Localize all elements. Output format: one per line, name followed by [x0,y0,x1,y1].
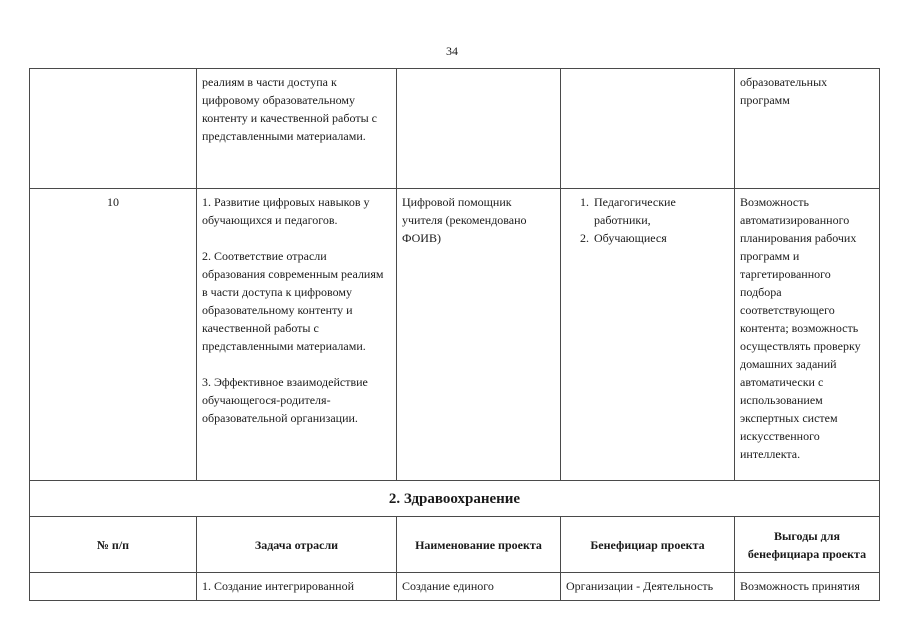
page-number: 34 [446,44,458,58]
cell-benefits: Возможность автоматизированного планирования рабочих программ и таргетированного подбора соответствующего контента; возможность осуществлять проверку домашних заданий автоматически с использованием экспертных систем искусственного интеллекта. [735,189,880,481]
table-row-next [30,573,880,601]
header-benefits: Выгоды для бенефициара проекта [735,517,880,573]
cell-num [30,573,197,601]
header-project: Наименование проекта [397,517,561,573]
table-row-continued [30,69,880,189]
table-row-10 [30,189,880,481]
list-item: 1. Педагогические работники, [592,193,729,229]
task-item-2: 2. Соответствие отрасли образования современным реалиям в части доступа к цифровому образовательному контенту и качественной работы с представленными материалами. [202,249,384,353]
cell-num [30,69,197,189]
cell-beneficiary: Организации - Деятельность [561,573,735,601]
task-item-3: 3. Эффективное взаимодействие обучающегося-родителя-образовательной организации. [202,375,368,425]
section-title: 2. Здравоохранение [30,481,880,517]
cell-beneficiary [561,69,735,189]
cell-task [197,189,397,481]
projects-table [29,68,880,601]
cell-project: Цифровой помощник учителя (рекомендовано ФОИВ) [397,189,561,481]
cell-beneficiary [561,189,735,481]
cell-task: реалиям в части доступа к цифровому образовательному контенту и качественной работы с представленными материалами. [197,69,397,189]
cell-project [397,69,561,189]
list-item: 2. Обучающиеся [592,229,729,247]
beneficiary-list [566,193,729,247]
task-item-1: 1. Развитие цифровых навыков у обучающихся и педагогов. [202,195,370,227]
table-header-row [30,517,880,573]
section-row [30,481,880,517]
cell-benefits: Возможность принятия [735,573,880,601]
cell-num: 10 [30,189,197,481]
header-task: Задача отрасли [197,517,397,573]
cell-project: Создание единого [397,573,561,601]
header-beneficiary: Бенефициар проекта [561,517,735,573]
cell-benefits: образовательных программ [735,69,880,189]
cell-task: 1. Создание интегрированной [197,573,397,601]
header-num: № п/п [30,517,197,573]
